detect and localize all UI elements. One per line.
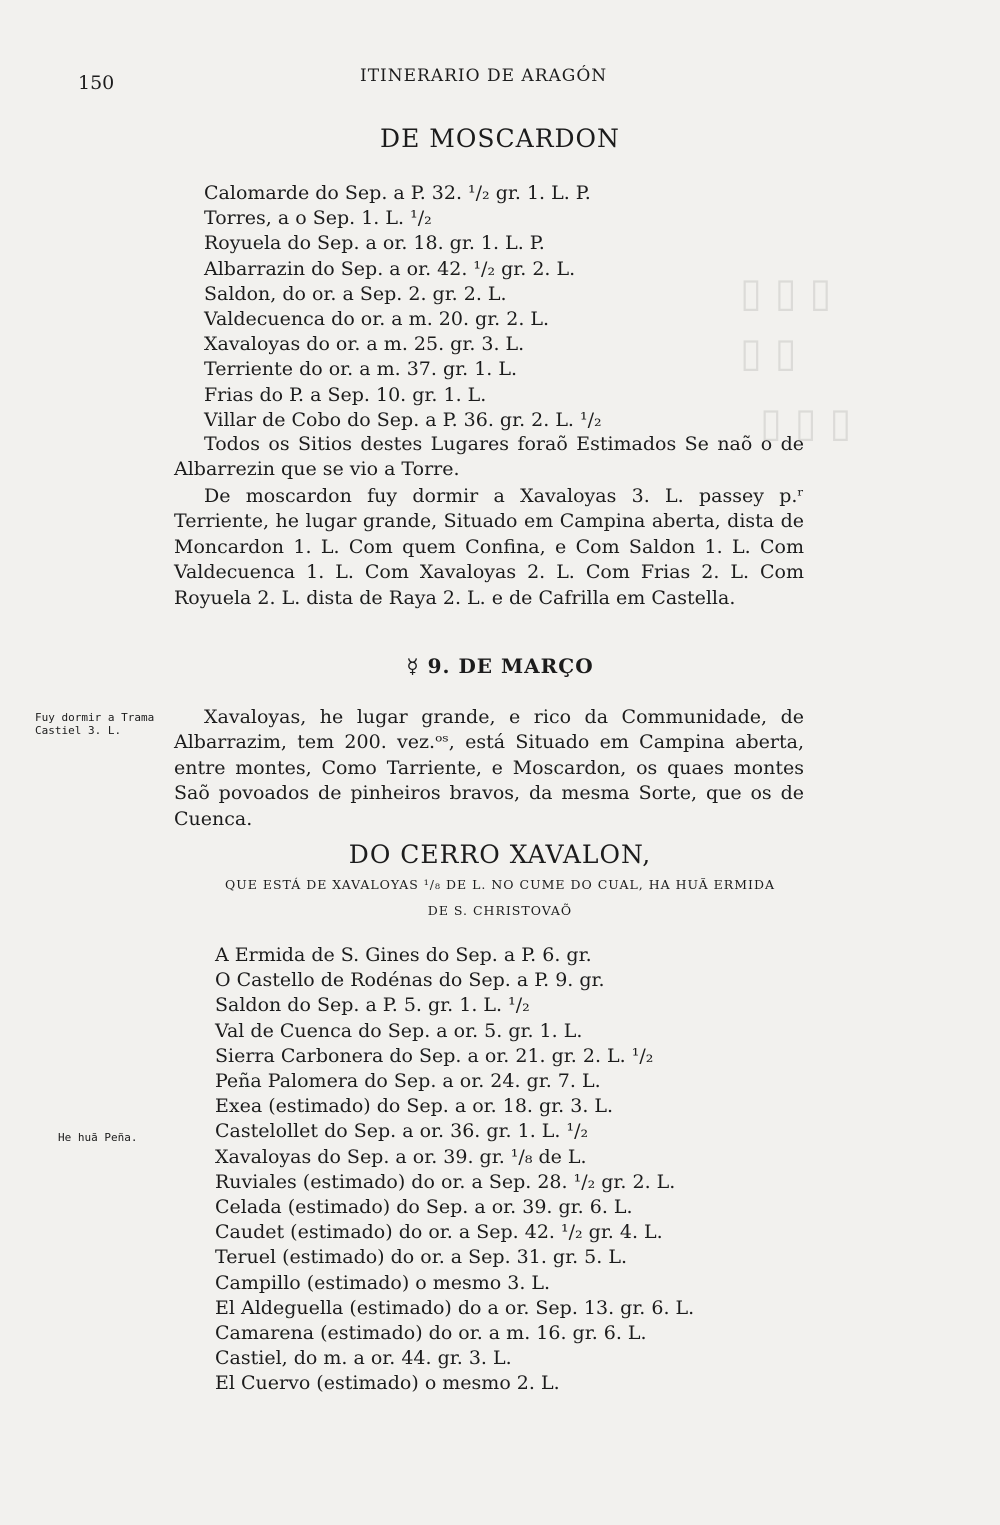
list-item: Albarrazin do Sep. a or. 42. ¹/₂ gr. 2. L. (204, 257, 576, 280)
list-item: Campillo (estimado) o mesmo 3. L. (215, 1271, 551, 1294)
section-title-cerro-xavalon: DO CERRO XAVALON, (348, 840, 652, 869)
mercury-symbol-icon: ☿ (406, 654, 420, 678)
cerro-xavalon-bearings-list (215, 943, 694, 1397)
margin-note: Fuy dormir a Trama Castiel 3. L. (35, 711, 155, 737)
list-item: Calomarde do Sep. a P. 32. ¹/₂ gr. 1. L. P. (204, 182, 591, 204)
list-item: Torres, a o Sep. 1. L. ¹/₂ (204, 207, 432, 230)
list-item: Xavaloyas do or. a m. 25. gr. 3. L. (204, 333, 525, 356)
paragraph: Xavaloyas, he lugar grande, e rico da Communidade, de Albarrazim, tem 200. vez.ᵒˢ, está Situado em Campina aberta, entre montes, Como Tarriente, e Moscardon, os quaes montes Saõ povoados de pinheiros bravos, da mesma Sorte, que os de Cuenca. (174, 706, 804, 830)
section-title-moscardon: DE MOSCARDON (380, 124, 620, 153)
list-item: Saldon, do or. a Sep. 2. gr. 2. L. (204, 282, 507, 305)
list-item: Royuela do Sep. a or. 18. gr. 1. L. P. (204, 232, 545, 255)
list-item: O Castello de Rodénas do Sep. a P. 9. gr. (215, 969, 605, 992)
section-subtitle: DE S. CHRISTOVAÕ (427, 903, 573, 918)
list-item: Villar de Cobo do Sep. a P. 36. gr. 2. L. ¹/₂ (204, 408, 602, 431)
date-heading-text: 9. DE MARÇO (427, 654, 594, 678)
moscardon-bearings-list (204, 181, 602, 433)
list-item: Val de Cuenca do Sep. a or. 5. gr. 1. L. (215, 1019, 583, 1042)
running-head: ITINERARIO DE ARAGÓN (360, 66, 608, 86)
list-item: Peña Palomera do Sep. a or. 24. gr. 7. L. (215, 1070, 601, 1093)
list-item: El Cuervo (estimado) o mesmo 2. L. (215, 1372, 560, 1395)
paragraph: Todos os Sitios destes Lugares foraõ Estimados Se naõ o de Albarrezin que se vio a Torre. (174, 433, 804, 481)
list-item: Castelollet do Sep. a or. 36. gr. 1. L. ¹/₂ (215, 1120, 589, 1143)
list-item: El Aldeguella (estimado) do a or. Sep. 13. gr. 6. L. (215, 1296, 695, 1319)
page-number: 150 (78, 72, 115, 94)
list-item: Exea (estimado) do Sep. a or. 18. gr. 3. L. (215, 1095, 614, 1118)
list-item: Castiel, do m. a or. 44. gr. 3. L. (215, 1347, 512, 1370)
list-item: Celada (estimado) do Sep. a or. 39. gr. 6. L. (215, 1196, 633, 1219)
list-item: Xavaloyas do Sep. a or. 39. gr. ¹/₈ de L. (215, 1145, 587, 1168)
list-item: Camarena (estimado) do or. a m. 16. gr. 6. L. (215, 1322, 647, 1345)
list-item: Teruel (estimado) do or. a Sep. 31. gr. 5. L. (215, 1246, 627, 1269)
show-through-smudge: ▯ ▯ (740, 330, 797, 376)
show-through-smudge: ▯ ▯ ▯ (740, 270, 832, 316)
section-subtitle: QUE ESTÁ DE XAVALOYAS ¹/₈ DE L. NO CUME DO CUAL, HA HUÃ ERMIDA (224, 877, 776, 892)
list-item: Caudet (estimado) do or. a Sep. 42. ¹/₂ gr. 4. L. (215, 1221, 663, 1244)
list-item: Sierra Carbonera do Sep. a or. 21. gr. 2. L. ¹/₂ (215, 1044, 654, 1067)
list-item: Valdecuenca do or. a m. 20. gr. 2. L. (204, 308, 550, 331)
list-item: A Ermida de S. Gines do Sep. a P. 6. gr. (215, 944, 592, 966)
list-item: Saldon do Sep. a P. 5. gr. 1. L. ¹/₂ (215, 994, 530, 1017)
paragraph: De moscardon fuy dormir a Xavaloyas 3. L. passey p.ʳ Terriente, he lugar grande, Situado em Campina aberta, dista de Moncardon 1. L. Com quem Confina, e Com Saldon 1. L. Com Valdecuenca 1. L. Com Xavaloyas 2. L. Com Frias 2. L. Com Royuela 2. L. dista de Raya 2. L. e de Cafrilla em Castella. (174, 485, 804, 609)
list-item: Ruviales (estimado) do or. a Sep. 28. ¹/₂ gr. 2. L. (215, 1170, 676, 1193)
list-item: Frias do P. a Sep. 10. gr. 1. L. (204, 383, 487, 406)
show-through-smudge: ▯ ▯ ▯ (760, 400, 852, 446)
date-heading (0, 654, 1000, 678)
margin-note: He huã Peña. (58, 1131, 138, 1144)
list-item: Terriente do or. a m. 37. gr. 1. L. (204, 358, 518, 381)
